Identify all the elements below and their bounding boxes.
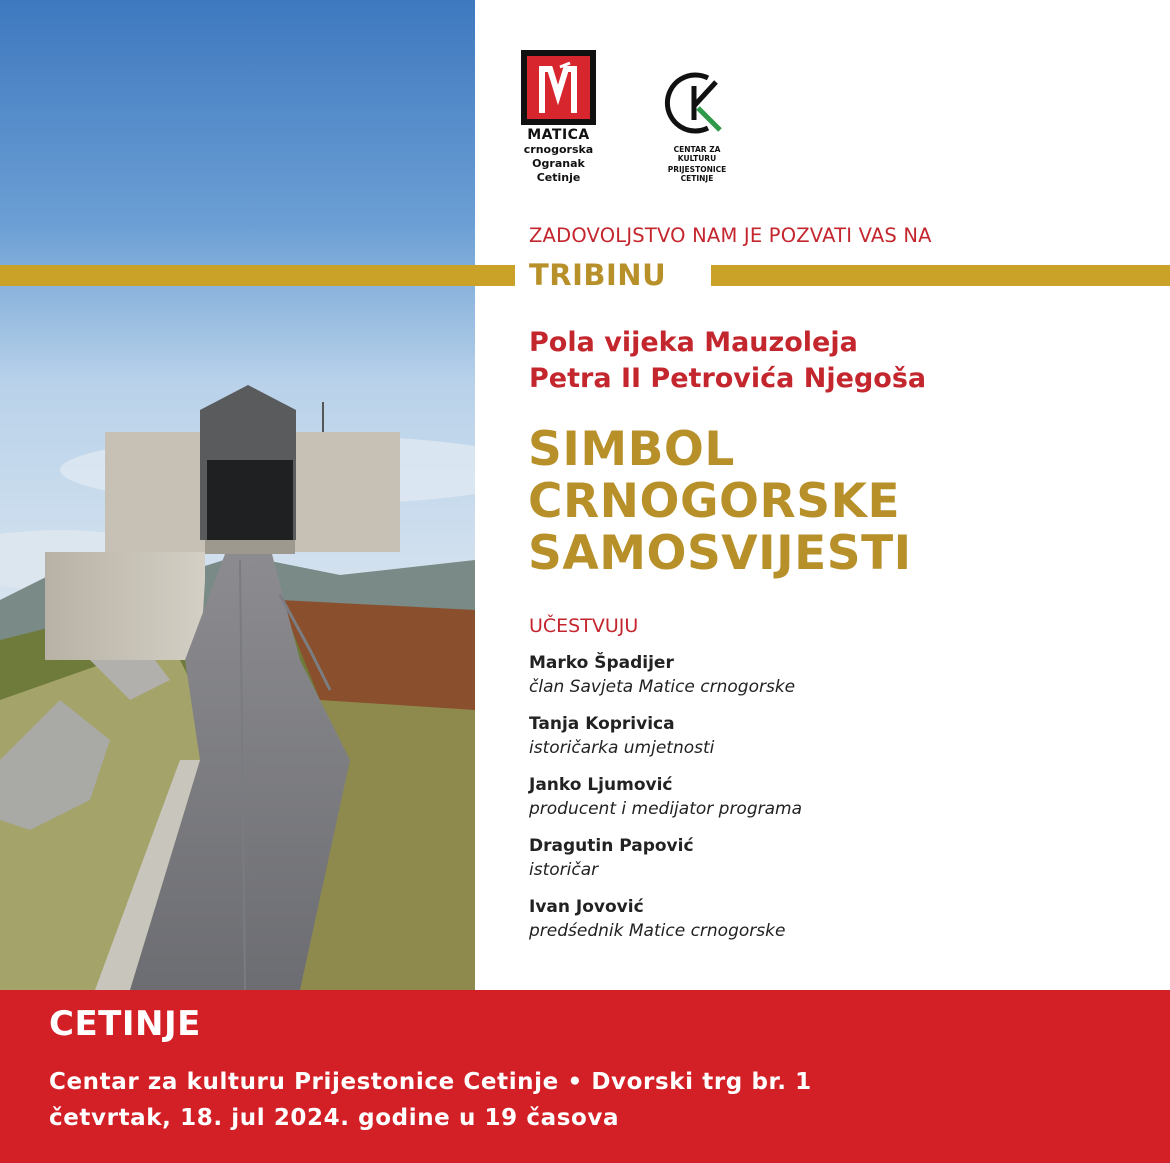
matica-name: MATICA (527, 127, 590, 143)
footer-venue: Centar za kulturu Prijestonice Cetinje • Dvorski trg br. 1 (49, 1069, 812, 1095)
participant-name: Dragutin Papović (529, 836, 694, 856)
center-caption-2: PRIJESTONICE CETINJE (667, 165, 727, 183)
participant-role: producent i medijator programa (529, 799, 803, 819)
participants-heading: UČESTVUJU (529, 615, 639, 637)
title-line-1: SIMBOL (528, 422, 735, 477)
subtitle-line-1: Pola vijeka Mauzoleja (529, 327, 858, 358)
participant-name: Janko Ljumović (529, 775, 673, 795)
event-subtitle (529, 325, 926, 397)
participants-list (529, 651, 802, 956)
footer-banner (0, 990, 1170, 1163)
footer-city: CETINJE (49, 1004, 201, 1044)
matica-sub: crnogorska (523, 143, 594, 156)
title-line-3: SAMOSVIJESTI (528, 526, 912, 581)
center-caption-1: CENTAR ZA KULTURU (673, 145, 721, 163)
participant-role: istoričar (529, 860, 599, 880)
participant-role: istoričarka umjetnosti (529, 738, 715, 758)
center-emblem-icon (656, 68, 738, 138)
mausoleum-photo (0, 0, 475, 990)
gold-divider-right (711, 265, 1170, 286)
center-logo (656, 68, 738, 183)
event-type: TRIBINU (529, 258, 667, 292)
participant-role: predśednik Matice crnogorske (529, 921, 786, 941)
matica-emblem-icon (521, 50, 596, 125)
title-line-2: CRNOGORSKE (528, 474, 901, 529)
participant (529, 773, 802, 821)
participant-role: član Savjeta Matice crnogorske (529, 677, 796, 697)
matica-branch-2: Cetinje (536, 171, 581, 184)
participant-name: Marko Špadijer (529, 653, 674, 673)
participant (529, 834, 802, 882)
participant-name: Tanja Koprivica (529, 714, 675, 734)
invite-text: ZADOVOLJSTVO NAM JE POZVATI VAS NA (529, 224, 932, 247)
participant (529, 712, 802, 760)
matica-branch-1: Ogranak (532, 157, 585, 170)
footer-datetime: četvrtak, 18. jul 2024. godine u 19 časova (49, 1105, 620, 1131)
participant-name: Ivan Jovović (529, 897, 644, 917)
matica-logo (521, 50, 596, 185)
subtitle-line-2: Petra II Petrovića Njegoša (529, 363, 927, 394)
participant (529, 895, 802, 943)
participant (529, 651, 802, 699)
gold-divider-left (0, 265, 515, 286)
event-title (528, 424, 912, 580)
